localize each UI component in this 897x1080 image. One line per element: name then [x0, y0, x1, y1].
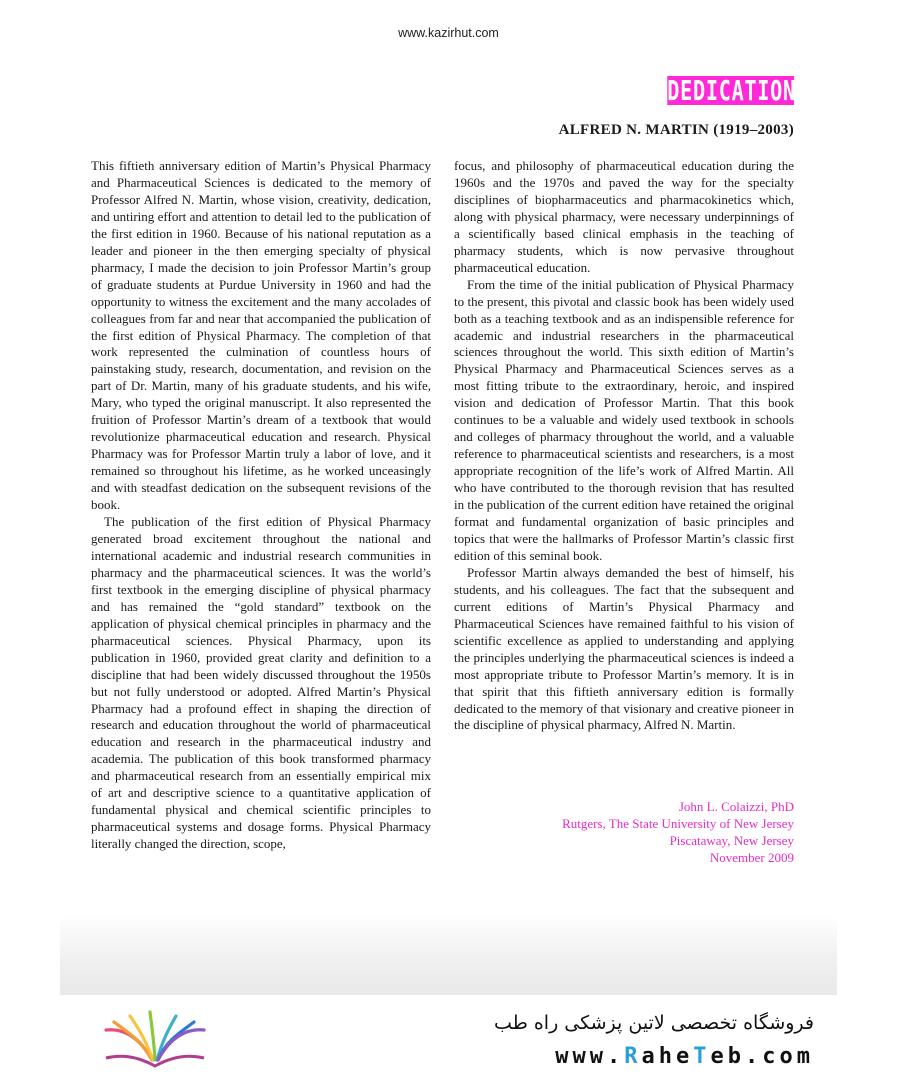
left-text-column	[91, 158, 431, 853]
signature-block	[562, 798, 794, 866]
paragraph: Professor Martin always demanded the best of himself, his students, and his colleagues. The fact that the subsequent and current editions of Martin’s Physical Pharmacy and Pharmaceutical Sciences have remained faithful to his vision of scientific excellence as applied to understanding and applying the principles underlying the pharmaceutical sciences is indeed a most appropriate tribute to Professor Martin’s memory. It is in that spirit that this fiftieth anniversary edition is formally dedicated to the memory of that visionary and creative pioneer in the discipline of physical pharmacy, Alfred N. Martin.	[454, 564, 794, 733]
page-bottom-shadow	[60, 915, 837, 995]
signature-institution: Rutgers, The State University of New Jersey	[562, 816, 794, 831]
store-website: www.RaheTeb.com	[555, 1044, 814, 1069]
store-name-persian: فروشگاه تخصصی لاتین پزشکی راه طب	[494, 1012, 814, 1034]
dedication-banner	[667, 76, 794, 105]
paragraph: The publication of the first edition of Physical Pharmacy generated broad excitement throughout the national and international academic and industrial research communities in pharmacy and the pharmaceutical sciences. It was the world’s first textbook in the emerging discipline of physical pharmacy and has remained the “gold standard” textbook on the application of physical chemical principles in pharmacy and the pharmaceutical sciences. Physical Pharmacy, upon its publication in 1960, provided great clarity and definition to a discipline that had been widely discussed throughout the 1950s but not fully understood or adopted. Alfred Martin’s Physical Pharmacy had a profound effect in shaping the direction of research and education throughout the world of pharmaceutical education and research in the pharmaceutical industry and academia. The publication of this book transformed pharmacy and pharmaceutical research from an essentially empirical mix of art and descriptive science to a quantitative application of fundamental physical and chemical scientific principles to pharmaceutical systems and dosage forms. Physical Pharmacy literally changed the direction, scope,	[91, 514, 431, 852]
site-url: www.kazirhut.com	[398, 26, 499, 40]
dedication-subtitle: ALFRED N. MARTIN (1919–2003)	[558, 122, 794, 138]
paragraph: This fiftieth anniversary edition of Martin’s Physical Pharmacy and Pharmaceutical Sciences is dedicated to the memory of Professor Alfred N. Martin, whose vision, creativity, dedication, and untiring effort and attention to detail led to the publication of the first edition in 1960. Because of his national reputation as a leader and pioneer in the then emerging specialty of physical pharmacy, I made the decision to join Professor Martin’s group of graduate students at Purdue University in 1960 and had the opportunity to witness the excitement and the many accolades of colleagues from far and near that accompanied the publication of the first edition of Physical Pharmacy. The completion of that work represented the culmination of countless hours of painstaking study, research, documentation, and revision on the part of Dr. Martin, many of his graduate students, and his wife, Mary, who typed the original manuscript. It also represented the fruition of Professor Martin’s dream of a textbook that would revolutionize pharmaceutical education and research. Physical Pharmacy was for Professor Martin truly a labor of love, and it remained so throughout his lifetime, as he worked unceasingly and with steadfast dedication on the subsequent revisions of the book.	[91, 158, 431, 513]
signature-date: November 2009	[709, 850, 794, 865]
banner-title: DEDICATION	[667, 74, 796, 107]
paragraph: focus, and philosophy of pharmaceutical education during the 1960s and the 1970s and paved the way for the specialty disciplines of biopharmaceutics and pharmacokinetics which, along with physical pharmacy, were necessary underpinnings of a scientifically based clinical emphasis in the teaching of pharmacy students, which is now pervasive throughout pharmaceutical education.	[454, 158, 794, 275]
signature-location: Piscataway, New Jersey	[669, 833, 794, 848]
right-text-column	[454, 158, 794, 734]
open-book-logo-icon	[100, 1008, 210, 1074]
signature-name: John L. Colaizzi, PhD	[678, 799, 794, 814]
paragraph: From the time of the initial publication of Physical Pharmacy to the present, this pivotal and classic book has been widely used both as a teaching textbook and as an indispensible reference for academic and industrial researchers in the pharmaceutical sciences throughout the world. This sixth edition of Martin’s Physical Pharmacy and Pharmaceutical Sciences serves as a most fitting tribute to the extraordinary, heroic, and inspired vision and dedication of Professor Martin. That this book continues to be a valuable and widely used textbook in schools and colleges of pharmacy throughout the world, and a valuable reference to pharmaceutical scientists and researchers, is a most appropriate recognition of the life’s work of Alfred Martin. All who have contributed to the thorough revision that has resulted in the publication of the current edition have retained the original format and fundamental organization of basic principles and topics that were the hallmarks of Professor Martin’s classic first edition of this seminal book.	[454, 276, 794, 563]
